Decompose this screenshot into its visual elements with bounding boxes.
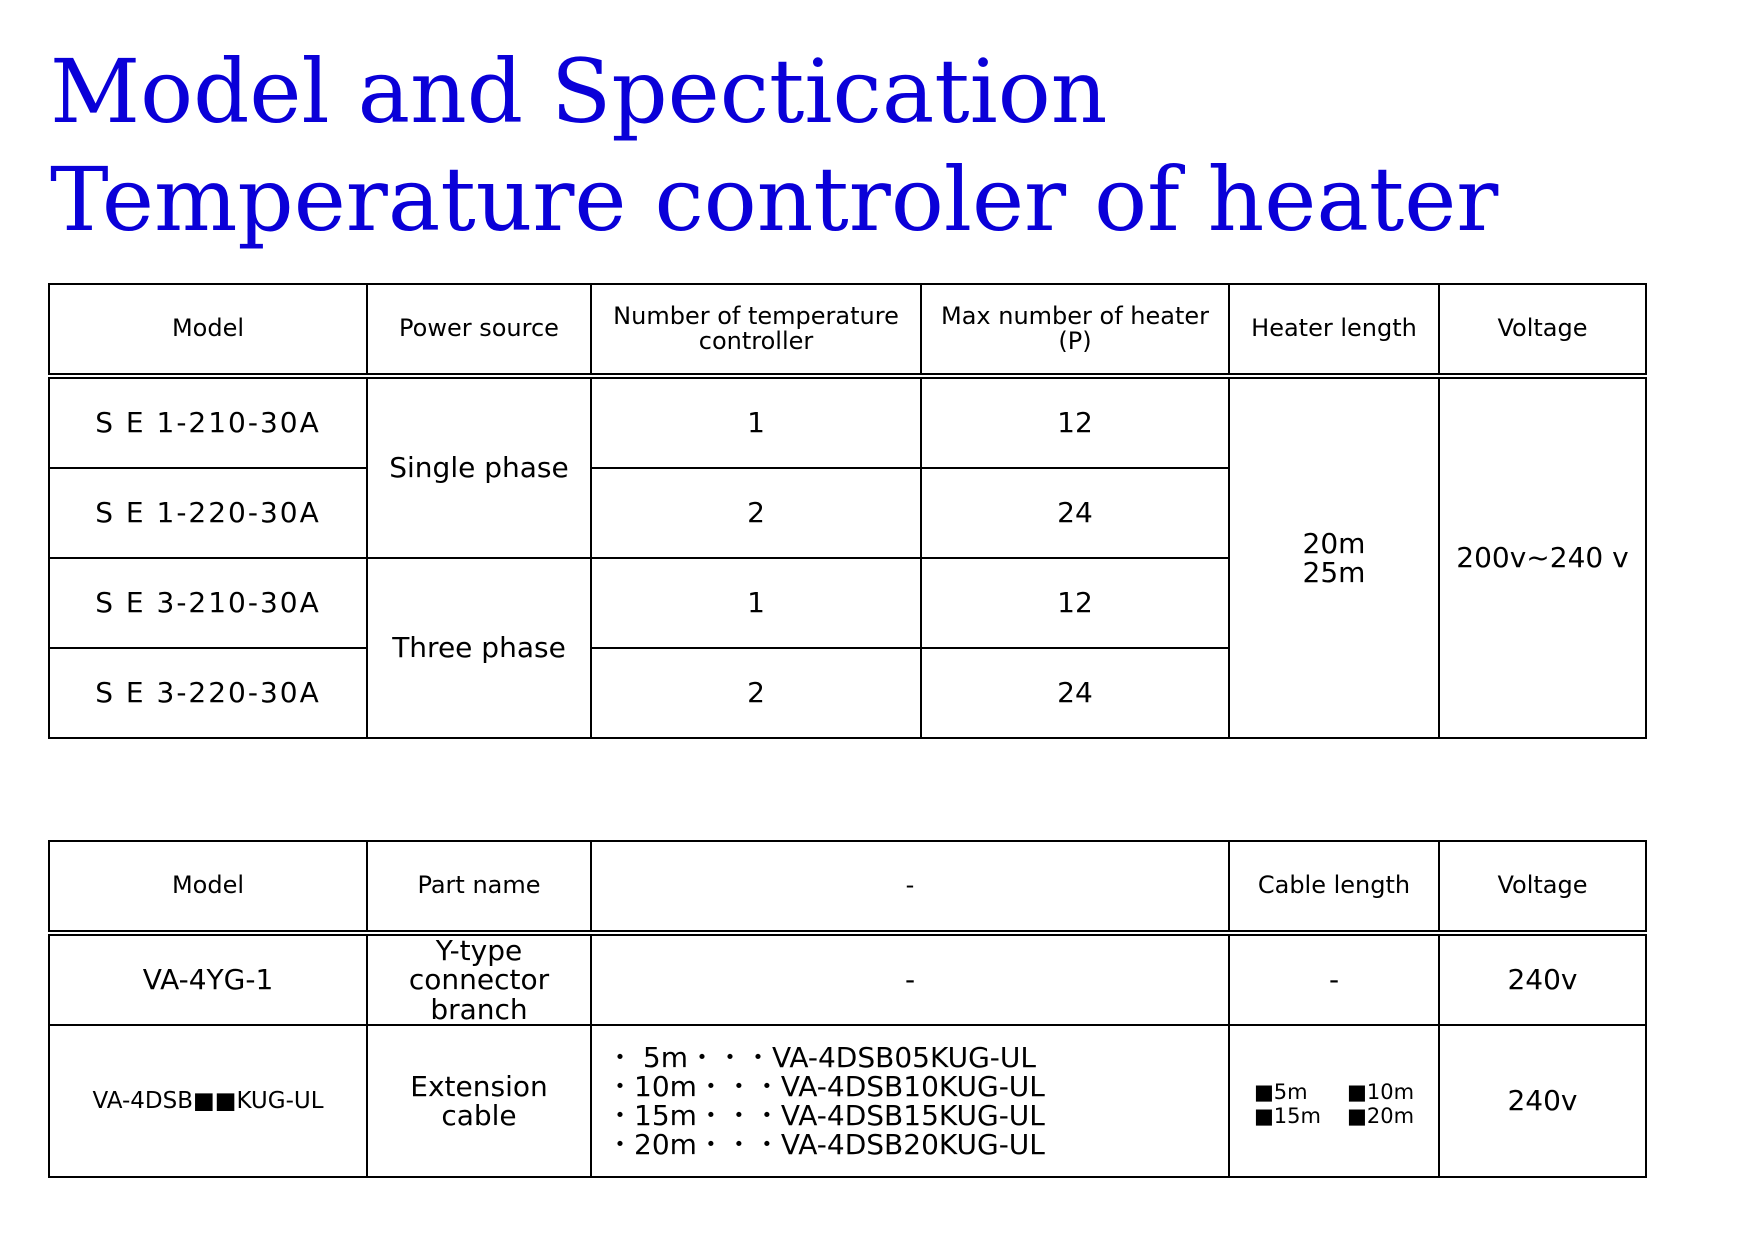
max-heater-cell: 12 xyxy=(921,558,1229,648)
part-name-line: Y-type xyxy=(435,934,523,967)
cable-length-grid xyxy=(1254,1081,1414,1127)
header-controller-count: Number of temperature controller xyxy=(591,284,921,376)
spec-table xyxy=(48,283,1647,739)
list-item: ・10m・・・VA-4DSB10KUG-UL xyxy=(606,1069,1045,1103)
table-row xyxy=(49,1025,1646,1177)
table-row xyxy=(49,376,1646,468)
heater-length-value: 25m xyxy=(1302,556,1366,589)
detail-cell: - xyxy=(591,933,1229,1025)
accessory-header-row xyxy=(49,841,1646,933)
header-voltage: Voltage xyxy=(1439,841,1646,933)
cable-length-cell: - xyxy=(1229,933,1439,1025)
model-cell: S E 1-220-30A xyxy=(49,468,367,558)
header-heater-length: Heater length xyxy=(1229,284,1439,376)
header-model: Model xyxy=(49,284,367,376)
accessory-table xyxy=(48,840,1647,1178)
controller-count-cell: 1 xyxy=(591,376,921,468)
controller-count-cell: 2 xyxy=(591,468,921,558)
model-cell: VA-4DSB■■KUG-UL xyxy=(49,1025,367,1177)
spec-header-row xyxy=(49,284,1646,376)
table-row xyxy=(49,933,1646,1025)
option-list xyxy=(606,1040,1045,1162)
model-cell: VA-4YG-1 xyxy=(49,933,367,1025)
controller-count-cell: 1 xyxy=(591,558,921,648)
cable-length-option: ■10m xyxy=(1347,1080,1415,1105)
options-cell xyxy=(591,1025,1229,1177)
cable-length-cell xyxy=(1229,1025,1439,1177)
heater-length-value: 20m xyxy=(1302,526,1366,560)
header-part-name: Part name xyxy=(367,841,591,933)
model-cell: S E 3-210-30A xyxy=(49,558,367,648)
header-voltage: Voltage xyxy=(1439,284,1646,376)
voltage-cell: 200v~240 v xyxy=(1439,376,1646,738)
list-item: ・ 5m・・・VA-4DSB05KUG-UL xyxy=(606,1040,1036,1074)
max-heater-cell: 24 xyxy=(921,648,1229,738)
power-source-cell: Three phase xyxy=(367,558,591,738)
voltage-cell: 240v xyxy=(1439,1025,1646,1177)
max-heater-cell: 24 xyxy=(921,468,1229,558)
part-name-cell xyxy=(367,1025,591,1177)
header-max-heater: Max number of heater (P) xyxy=(921,284,1229,376)
cable-length-option: ■5m xyxy=(1253,1080,1308,1105)
header-cable-length: Cable length xyxy=(1229,841,1439,933)
cable-length-option: ■20m xyxy=(1347,1104,1415,1129)
header-detail: - xyxy=(591,841,1229,933)
page-title-line-2: Temperature controler of heater xyxy=(50,148,1499,251)
list-item: ・20m・・・VA-4DSB20KUG-UL xyxy=(606,1128,1045,1162)
cable-length-option: ■15m xyxy=(1253,1104,1321,1129)
page-title-line-1: Model and Spectication xyxy=(50,40,1108,143)
header-power-source: Power source xyxy=(367,284,591,376)
part-name-line: branch xyxy=(430,992,528,1026)
model-cell: S E 1-210-30A xyxy=(49,376,367,468)
voltage-cell: 240v xyxy=(1439,933,1646,1025)
model-cell: S E 3-220-30A xyxy=(49,648,367,738)
part-name-line: connector xyxy=(408,963,550,997)
power-source-cell: Single phase xyxy=(367,376,591,558)
heater-length-cell xyxy=(1229,376,1439,738)
list-item: ・15m・・・VA-4DSB15KUG-UL xyxy=(606,1099,1045,1133)
part-name-cell xyxy=(367,933,591,1025)
controller-count-cell: 2 xyxy=(591,648,921,738)
max-heater-cell: 12 xyxy=(921,376,1229,468)
header-model: Model xyxy=(49,841,367,933)
part-name-line: cable xyxy=(441,1099,517,1133)
part-name-line: Extension xyxy=(410,1069,548,1103)
